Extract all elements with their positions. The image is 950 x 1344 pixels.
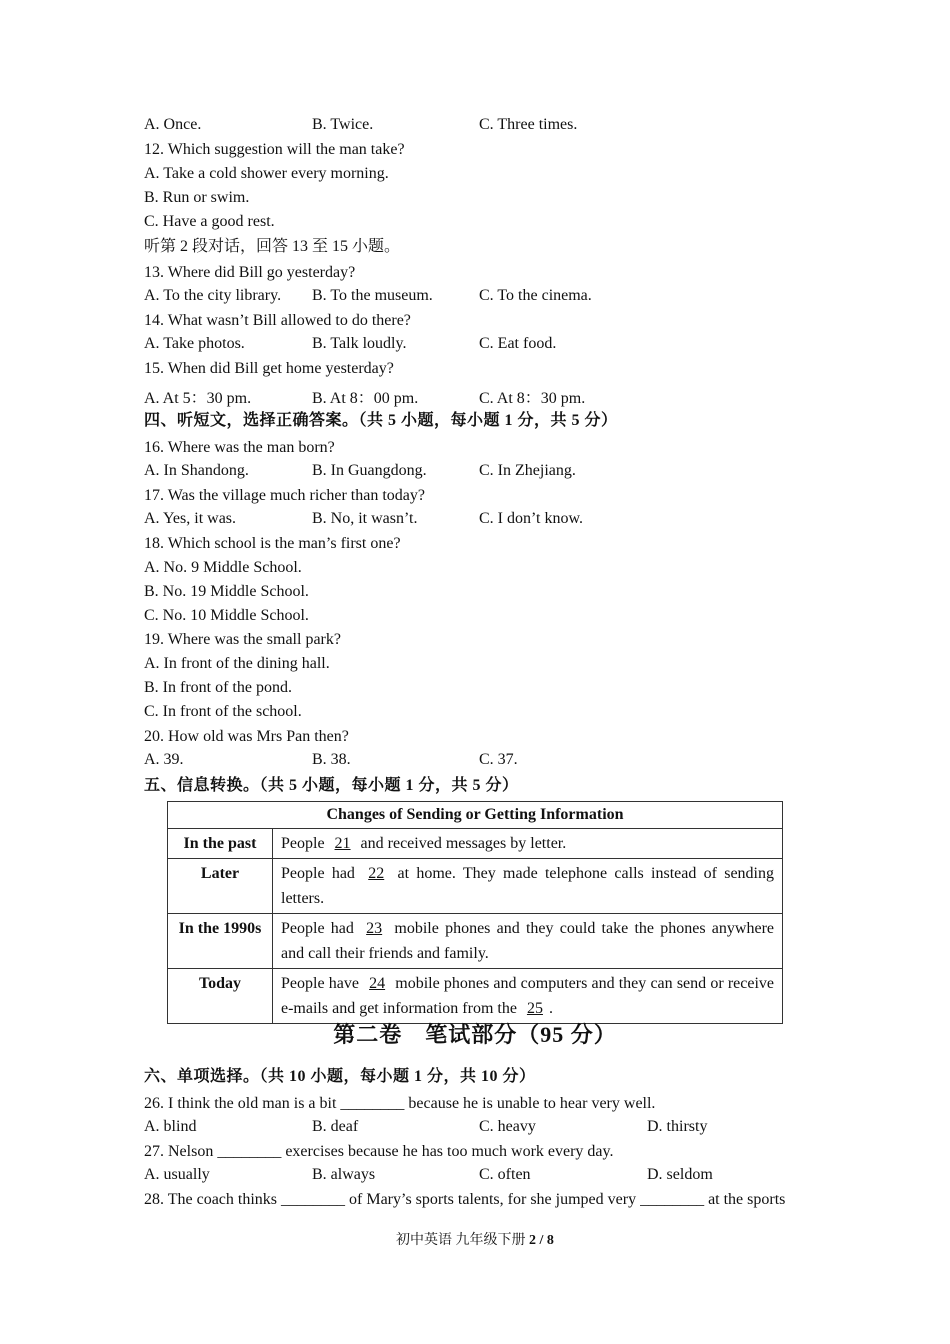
q11-option-c[interactable]: C. Three times.: [479, 116, 578, 133]
q17-option-a[interactable]: A. Yes, it was.: [144, 510, 237, 527]
q17-option-b[interactable]: B. No, it wasn’t.: [312, 510, 418, 527]
q13-option-b[interactable]: B. To the museum.: [312, 287, 433, 304]
row-text-pre: People had: [281, 920, 361, 937]
row-text-end: .: [548, 1000, 553, 1017]
q26-option-b[interactable]: B. deaf: [312, 1118, 359, 1135]
q13-stem: 13. Where did Bill go yesterday?: [144, 264, 356, 281]
q16-options: [144, 462, 824, 482]
q12-option-c[interactable]: C. Have a good rest.: [144, 213, 275, 230]
q17-stem: 17. Was the village much richer than today?: [144, 487, 425, 504]
q11-option-a[interactable]: A. Once.: [144, 116, 202, 133]
table-header-row: [168, 802, 783, 829]
blank-25[interactable]: 25: [526, 1000, 543, 1017]
q13-option-a[interactable]: A. To the city library.: [144, 287, 282, 304]
q16-stem: 16. Where was the man born?: [144, 439, 335, 456]
part5-heading: 五、信息转换。（共 5 小题，每小题 1 分，共 5 分）: [144, 777, 519, 794]
q12-stem: 12. Which suggestion will the man take?: [144, 141, 405, 158]
row-text: [273, 914, 783, 969]
part6-heading: 六、单项选择。（共 10 小题，每小题 1 分，共 10 分）: [144, 1068, 536, 1085]
footer-page-number: 2 / 8: [529, 1233, 554, 1248]
q20-options: [144, 751, 824, 771]
row-label: Later: [168, 859, 273, 914]
section2-title: 第二卷 笔试部分（95 分）: [333, 1022, 617, 1047]
q12-option-b[interactable]: B. Run or swim.: [144, 189, 250, 206]
table-row: [168, 914, 783, 969]
part4-heading: 四、听短文，选择正确答案。（共 5 小题，每小题 1 分，共 5 分）: [144, 412, 618, 429]
q20-option-a[interactable]: A. 39.: [144, 751, 184, 768]
q16-option-c[interactable]: C. In Zhejiang.: [479, 462, 576, 479]
q13-options: [144, 287, 824, 307]
blank-22[interactable]: 22: [368, 865, 385, 882]
q26-option-c[interactable]: C. heavy: [479, 1118, 536, 1135]
blank-21[interactable]: 21: [334, 835, 351, 852]
row-label: Today: [168, 969, 273, 1024]
q17-option-c[interactable]: C. I don’t know.: [479, 510, 583, 527]
q27-option-c[interactable]: C. often: [479, 1166, 531, 1183]
q15-option-b[interactable]: B. At 8：00 pm.: [312, 390, 419, 407]
row-text-post: mobile phones and they could take the phones anywhere and call their friends and family.: [281, 920, 774, 962]
q15-options: [144, 385, 824, 405]
q14-option-c[interactable]: C. Eat food.: [479, 335, 557, 352]
q13-option-c[interactable]: C. To the cinema.: [479, 287, 592, 304]
q19-option-c[interactable]: C. In front of the school.: [144, 703, 302, 720]
q18-option-c[interactable]: C. No. 10 Middle School.: [144, 607, 309, 624]
table-row: [168, 969, 783, 1024]
q27-option-a[interactable]: A. usually: [144, 1166, 210, 1183]
q26-stem: 26. I think the old man is a bit ________ because he is unable to hear very well.: [144, 1095, 656, 1112]
row-text-post: at home. They made telephone calls instead of sending letters.: [281, 865, 775, 907]
q15-option-c[interactable]: C. At 8：30 pm.: [479, 390, 586, 407]
q16-option-b[interactable]: B. In Guangdong.: [312, 462, 427, 479]
q15-stem: 15. When did Bill get home yesterday?: [144, 360, 394, 377]
row-text: [273, 969, 783, 1024]
q19-option-b[interactable]: B. In front of the pond.: [144, 679, 292, 696]
row-text: [273, 829, 783, 859]
q20-option-c[interactable]: C. 37.: [479, 751, 518, 768]
q27-option-b[interactable]: B. always: [312, 1166, 376, 1183]
q14-options: [144, 335, 824, 355]
q19-stem: 19. Where was the small park?: [144, 631, 341, 648]
q20-stem: 20. How old was Mrs Pan then?: [144, 728, 349, 745]
row-text-post: and received messages by letter.: [356, 835, 567, 852]
q26-options: [144, 1118, 824, 1138]
q27-stem: 27. Nelson ________ exercises because he has too much work every day.: [144, 1143, 614, 1160]
q19-option-a[interactable]: A. In front of the dining hall.: [144, 655, 330, 672]
q11-options: [144, 116, 824, 136]
blank-23[interactable]: 23: [366, 920, 383, 937]
q12-option-a[interactable]: A. Take a cold shower every morning.: [144, 165, 389, 182]
q18-stem: 18. Which school is the man’s first one?: [144, 535, 401, 552]
row-label: In the 1990s: [168, 914, 273, 969]
q18-option-b[interactable]: B. No. 19 Middle School.: [144, 583, 309, 600]
q28-stem: 28. The coach thinks ________ of Mary’s sports talents, for she jumped very ________ at the sports: [144, 1191, 786, 1208]
q14-stem: 14. What wasn’t Bill allowed to do there?: [144, 312, 411, 329]
row-text: [273, 859, 783, 914]
page-footer: [0, 1229, 950, 1249]
q26-option-a[interactable]: A. blind: [144, 1118, 197, 1135]
q26-option-d[interactable]: D. thirsty: [647, 1118, 708, 1135]
info-table: [167, 801, 783, 1024]
q27-options: [144, 1166, 824, 1186]
table-row: [168, 829, 783, 859]
blank-24[interactable]: 24: [369, 975, 386, 992]
q11-option-b[interactable]: B. Twice.: [312, 116, 374, 133]
row-text-post: mobile phones and computers and they can send or receive e-mails and get information from the: [281, 975, 775, 1017]
q14-option-b[interactable]: B. Talk loudly.: [312, 335, 407, 352]
q14-option-a[interactable]: A. Take photos.: [144, 335, 245, 352]
row-text-pre: People: [281, 835, 329, 852]
footer-subject: 初中英语 九年级下册: [396, 1233, 526, 1248]
q16-option-a[interactable]: A. In Shandong.: [144, 462, 249, 479]
row-text-pre: People had: [281, 865, 363, 882]
table-title: Changes of Sending or Getting Information: [168, 802, 783, 829]
q18-option-a[interactable]: A. No. 9 Middle School.: [144, 559, 302, 576]
table-row: [168, 859, 783, 914]
dialog2-instruction: 听第 2 段对话，回答 13 至 15 小题。: [144, 238, 401, 255]
q17-options: [144, 510, 824, 530]
q20-option-b[interactable]: B. 38.: [312, 751, 351, 768]
q15-option-a[interactable]: A. At 5：30 pm.: [144, 390, 252, 407]
row-text-pre: People have: [281, 975, 364, 992]
row-label: In the past: [168, 829, 273, 859]
q27-option-d[interactable]: D. seldom: [647, 1166, 713, 1183]
